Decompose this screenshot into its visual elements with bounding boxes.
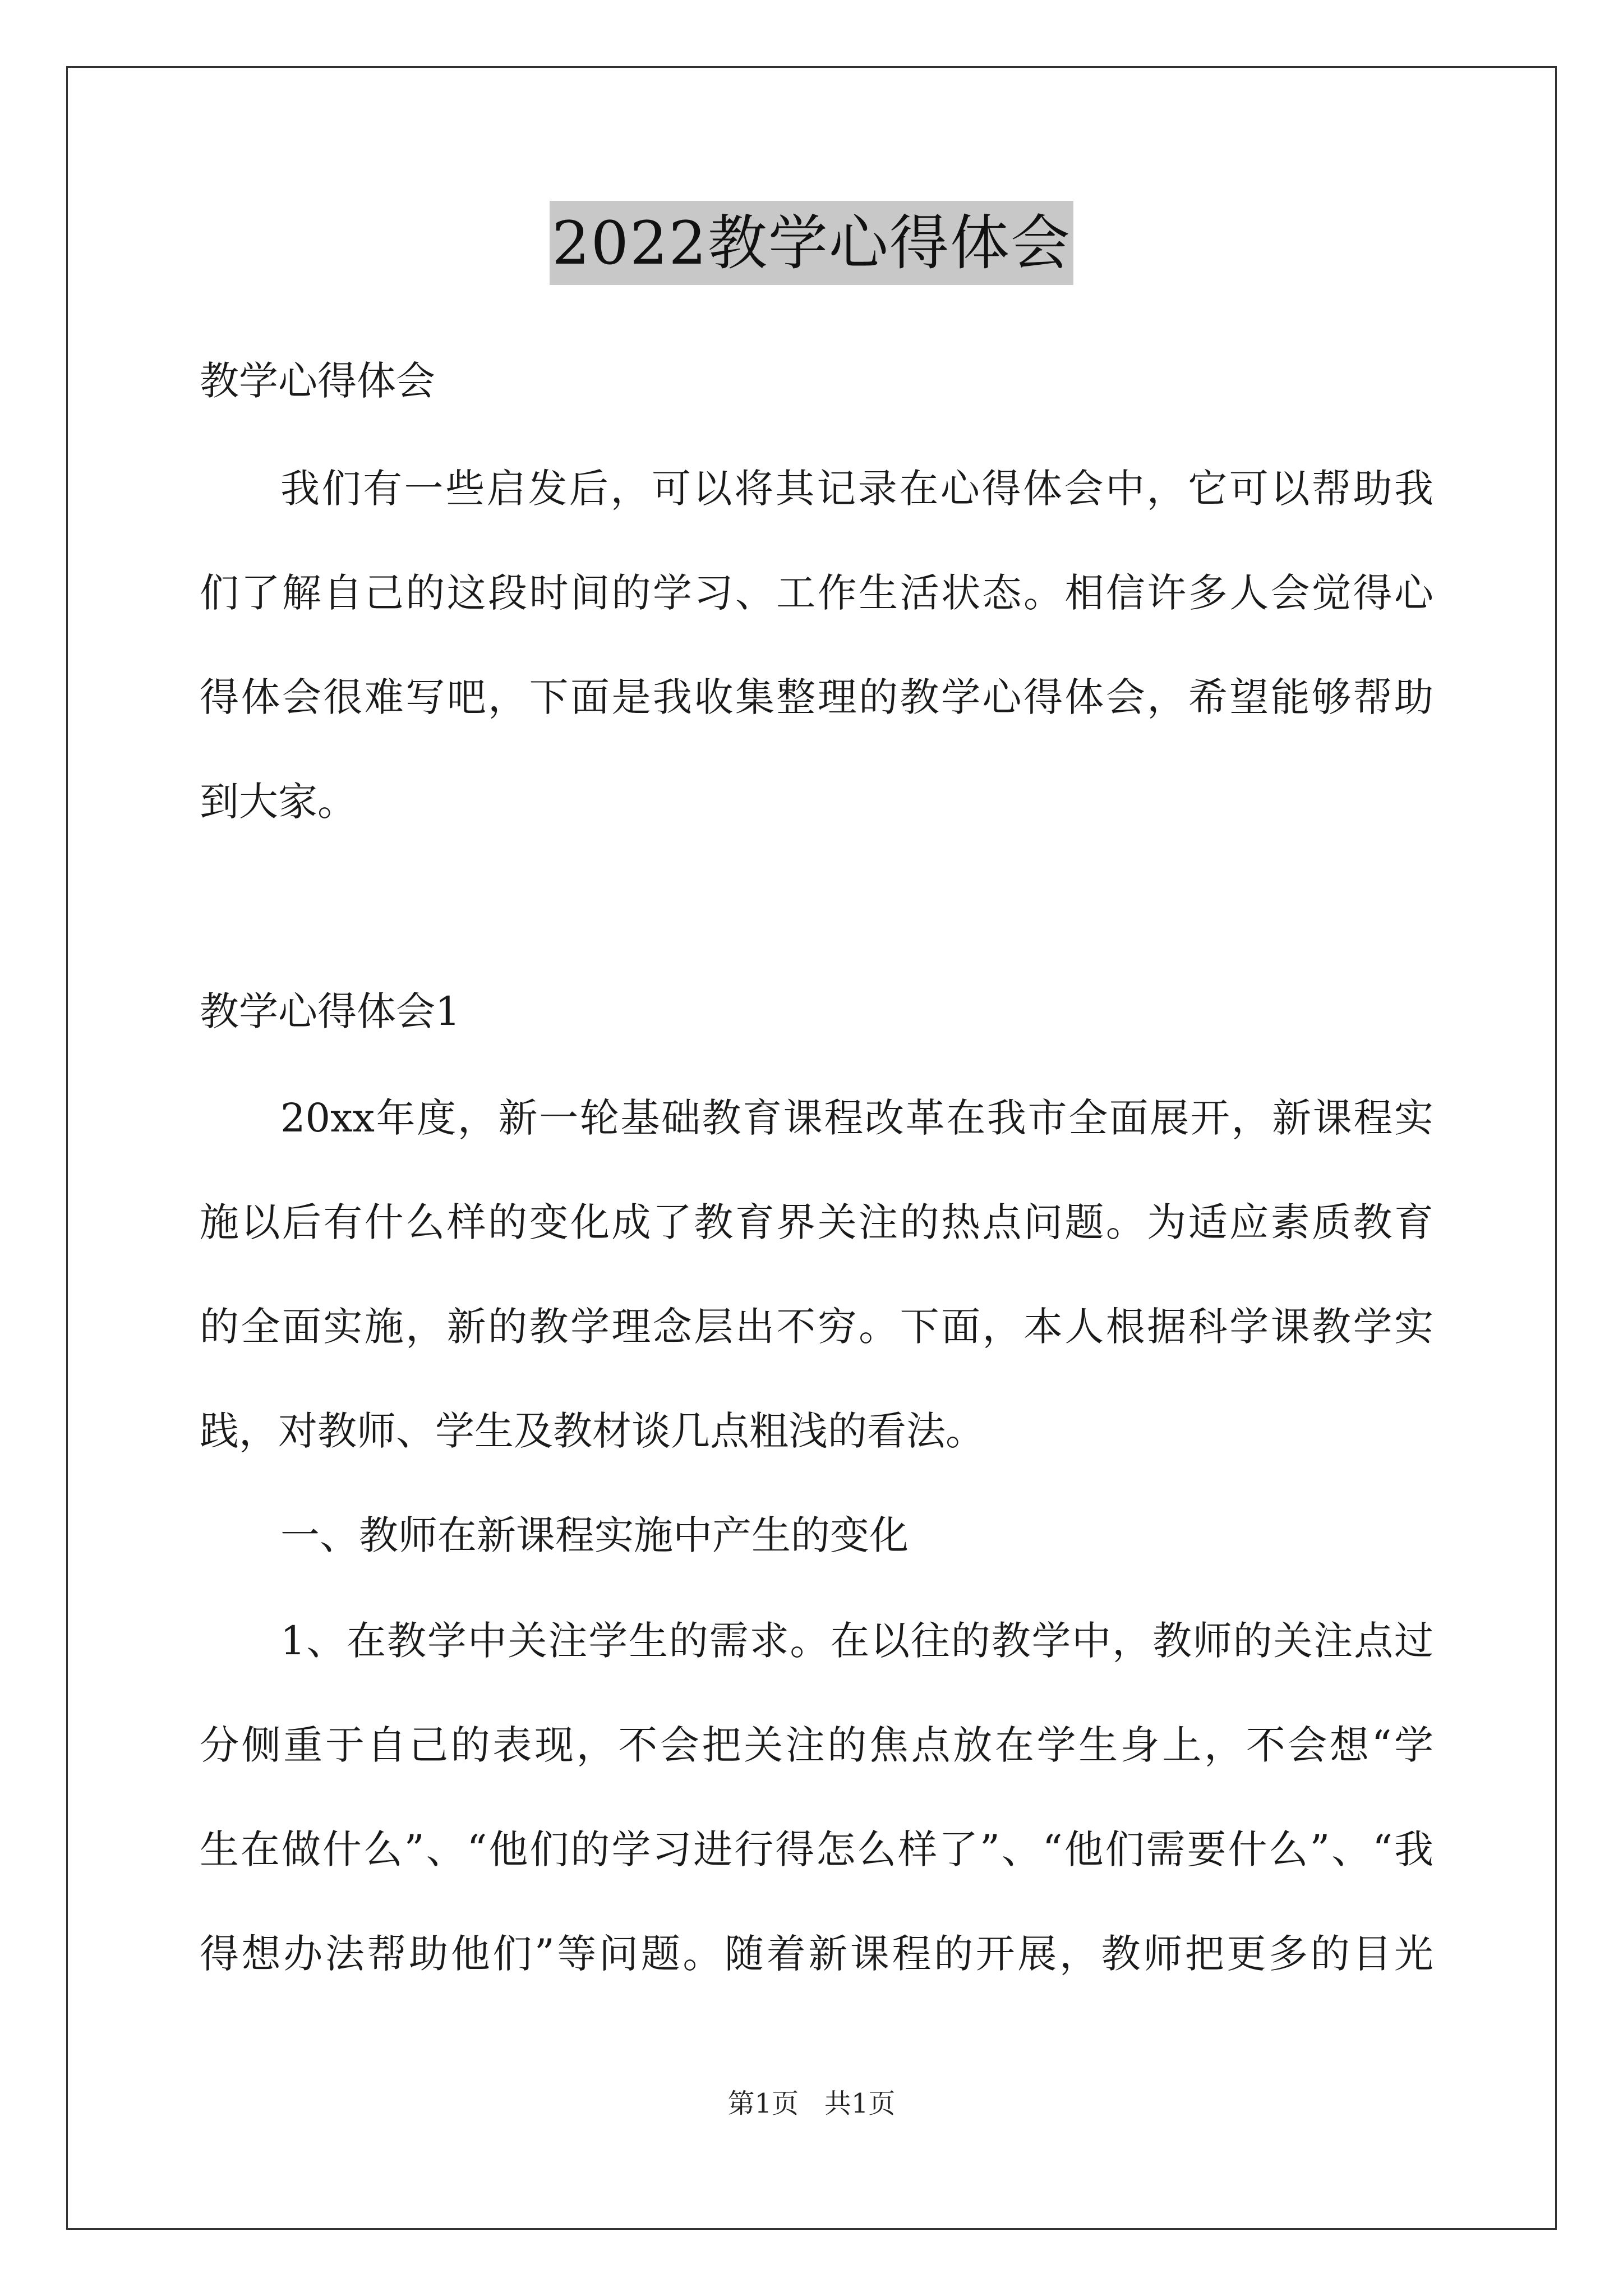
section1-para1-line: 践，对教师、学生及教材谈几点粗浅的看法。 — [200, 1408, 985, 1454]
page-footer — [0, 2087, 1623, 2120]
title-area — [0, 201, 1623, 285]
intro-line: 得体会很难写吧，下面是我收集整理的教学心得体会，希望能够帮助 — [200, 674, 1433, 720]
section1-para2-line: 分侧重于自己的表现，不会把关注的焦点放在学生身上，不会想“学 — [200, 1722, 1433, 1768]
section1-para2-line: 得想办法帮助他们”等问题。随着新课程的开展，教师把更多的目光 — [200, 1931, 1433, 1977]
section-heading: 教学心得体会1 — [200, 988, 460, 1034]
section1-para2-line: 1、在教学中关注学生的需求。在以往的教学中，教师的关注点过 — [280, 1618, 1433, 1664]
section1-para1-line: 20xx年度，新一轮基础教育课程改革在我市全面展开，新课程实 — [280, 1095, 1433, 1141]
intro-line: 到大家。 — [200, 779, 357, 825]
section1-para2-line: 生在做什么”、“他们的学习进行得怎么样了”、“他们需要什么”、“我 — [200, 1826, 1433, 1872]
section1-para1-line: 施以后有什么样的变化成了教育界关注的热点问题。为适应素质教育 — [200, 1199, 1433, 1245]
section1-subheading: 一、教师在新课程实施中产生的变化 — [280, 1512, 909, 1558]
section1-para1-line: 的全面实施，新的教学理念层出不穷。下面，本人根据科学课教学实 — [200, 1304, 1433, 1350]
page-number: 第1页 — [727, 2088, 799, 2119]
footer-spacer — [799, 2088, 824, 2119]
page-total: 共1页 — [824, 2088, 896, 2119]
document-title: 2022教学心得体会 — [550, 201, 1073, 285]
intro-heading: 教学心得体会 — [200, 358, 435, 404]
intro-line: 们了解自己的这段时间的学习、工作生活状态。相信许多人会觉得心 — [200, 570, 1433, 616]
intro-line: 我们有一些启发后，可以将其记录在心得体会中，它可以帮助我 — [280, 466, 1433, 512]
